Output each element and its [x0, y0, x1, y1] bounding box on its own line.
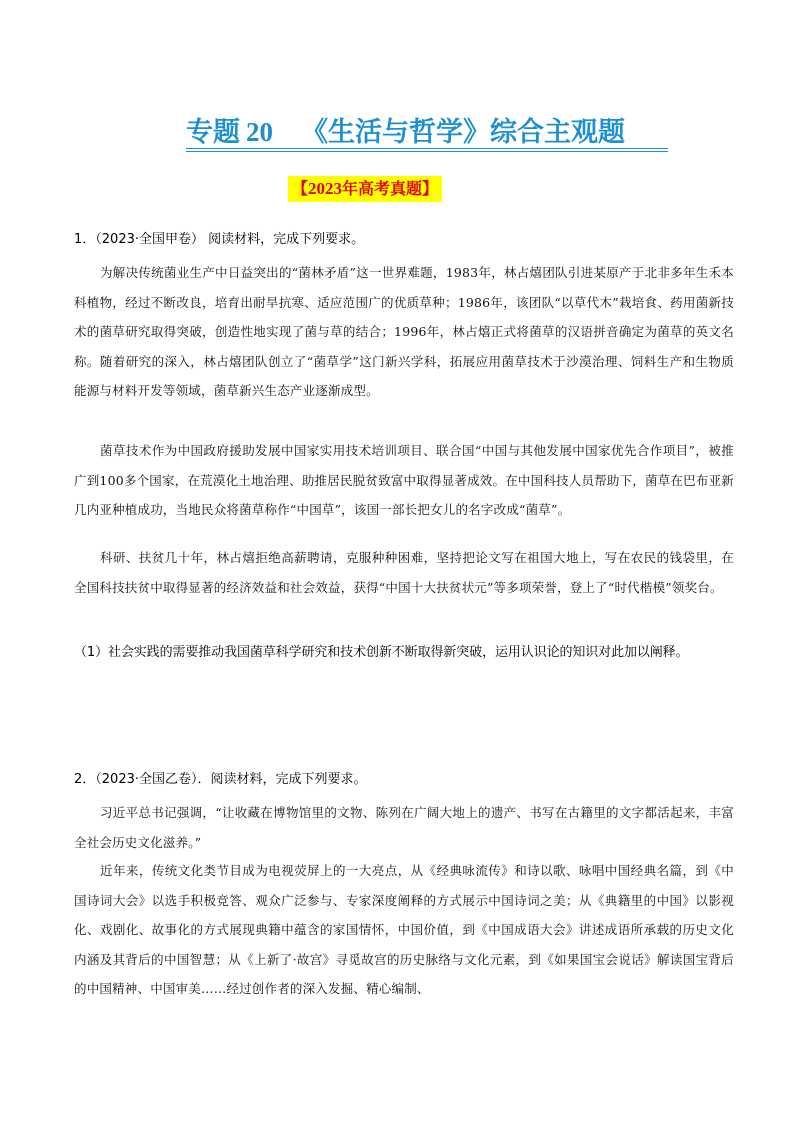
question-1-sub-question: （1）社会实践的需要推动我国菌草科学研究和技术创新不断取得新突破，运用认识论的知识对此加以阐释。 [74, 645, 689, 660]
section-tag-year: 2023 [308, 179, 343, 198]
section-tag [288, 176, 442, 202]
page-title [186, 112, 668, 152]
question-1-paragraph-1: 为解决传统菌业生产中日益突出的“菌林矛盾”这一世界难题，1983年，林占熺团队引进某原产于北非多年生禾本科植物，经过不断改良，培育出耐旱抗寒、适应范围广的优质草种；1986年，该团队“以草代木”栽培食、药用菌新技术的菌草研究取得突破，创造性地实现了菌与草的结合；1996年，林占熺正式将菌草的汉语拼音确定为菌草的英文名称。随着研究的深入，林占熺团队创立了“菌草学”这门新兴学科，拓展应用菌草技术于沙漠治理、饲料生产和生物质能源与材料开发等领域，菌草新兴生态产业逐渐成型。 [74, 265, 734, 398]
title-main: 《生活与哲学》综合主观题 [301, 117, 625, 147]
question-1-paragraph-2: 菌草技术作为中国政府援助发展中国家实用技术培训项目、联合国“中国与其他发展中国家优先合作项目”，被推广到100多个国家，在荒漠化土地治理、助推居民脱贫致富中取得显著成效。在中国科技人员帮助下，菌草在巴布亚新几内亚种植成功，当地民众将菌草称作“中国草”，该国一部长把女儿的名字改成“菌草”。 [74, 443, 734, 517]
question-1-heading: 1．（2023·全国甲卷） 阅读材料，完成下列要求。 [74, 232, 365, 247]
question-1-paragraph-3: 科研、扶贫几十年，林占熺拒绝高薪聘请，克服种种困难，坚持把论文写在祖国大地上，写在农民的钱袋里，在全国科技扶贫中取得显著的经济效益和社会效益，获得“中国十大扶贫状元”等多项荣誉，登上了“时代楷模”领奖台。 [74, 550, 734, 595]
title-number: 20 [246, 117, 273, 147]
question-2-paragraph-2: 近年来，传统文化类节目成为电视荧屏上的一大亮点，从《经典咏流传》和诗以歌、咏唱中国经典名篇，到《中国诗词大会》以选手积极竞答、观众广泛参与、专家深度阐释的方式展示中国诗词之美；从《典籍里的中国》以影视化、戏剧化、故事化的方式展现典籍中蕴含的家国情怀，中国价值，到《中国成语大会》讲述成语所承载的历史文化内涵及其背后的中国智慧；从《上新了·故宫》寻觅故宫的历史脉络与文化元素，到《如果国宝会说话》解读国宝背后的中国精神、中国审美……经过创作者的深入发掘、精心编制、 [74, 863, 734, 996]
section-tag-open: 【 [292, 179, 309, 198]
question-2-heading: 2．（2023·全国乙卷）．阅读材料，完成下列要求。 [74, 772, 367, 787]
title-underline [186, 148, 668, 149]
title-prefix: 专题 [186, 117, 240, 147]
section-tag-rest: 年高考真题】 [342, 179, 439, 198]
title-underline-secondary [186, 151, 668, 152]
question-2-paragraph-1: 习近平总书记强调，“让收藏在博物馆里的文物、陈列在广阔大地上的遗产、书写在古籍里的文字都活起来，丰富全社会历史文化滋养。” [74, 805, 734, 850]
